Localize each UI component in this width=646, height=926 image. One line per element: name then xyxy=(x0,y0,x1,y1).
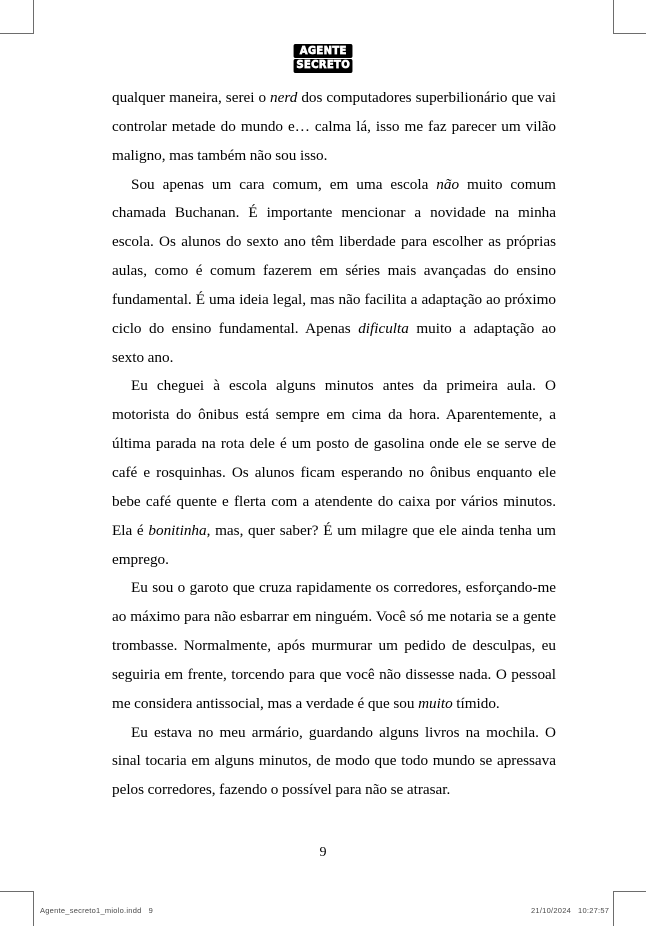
emphasis-text: dificulta xyxy=(358,319,409,337)
body-text-block xyxy=(112,84,556,805)
page-folio: 9 xyxy=(319,845,327,860)
emphasis-text: bonitinha xyxy=(148,521,207,539)
running-head xyxy=(0,44,646,73)
para-2: Sou apenas um cara comum, em uma escola não muito comum chamada Buchanan. É importante mencionar a novidade na minha escola. Os alunos do sexto ano têm liberdade para escolher as próprias aulas, como é comum fazerem em séries mais avançadas do ensino fundamental. É uma ideia legal, mas não facilita a adaptação ao próximo ciclo do ensino fundamental. Apenas dificulta muito a adaptação ao sexto ano. xyxy=(112,175,556,366)
crop-mark-bottom-right-horizontal xyxy=(613,891,646,892)
print-slug-timestamp: 21/10/2024 10:27:57 xyxy=(531,906,610,915)
print-slug-filename: Agente_secreto1_miolo.indd 9 xyxy=(40,906,153,915)
emphasis-text: não xyxy=(436,175,460,193)
emphasis-text: muito xyxy=(418,694,453,712)
logo-line-agente: AGENTE xyxy=(293,44,352,58)
crop-mark-top-left-horizontal xyxy=(0,33,34,34)
logo-line-secreto: SECRETO xyxy=(293,59,352,73)
crop-mark-bottom-left-horizontal xyxy=(0,891,34,892)
para-1: qualquer maneira, serei o nerd dos computadores superbilionário que vai controlar metade do mundo e… calma lá, isso me faz parecer um vilão maligno, mas também não sou isso. xyxy=(112,89,556,164)
crop-mark-top-right-horizontal xyxy=(613,33,646,34)
crop-mark-bottom-left-vertical xyxy=(33,892,34,926)
para-4: Eu sou o garoto que cruza rapidamente os corredores, esforçando-me ao máximo para não esbarrar em ninguém. Você só me notaria se a gente trombasse. Normalmente, após murmurar um pedido de desculpas, eu seguiria em frente, torcendo para que você não dissesse nada. O pessoal me considera antissocial, mas a verdade é que sou muito tímido. xyxy=(112,579,556,712)
emphasis-text: nerd xyxy=(270,89,298,106)
para-3: Eu cheguei à escola alguns minutos antes da primeira aula. O motorista do ônibus está sempre em cima da hora. Aparentemente, a última parada na rota dele é um posto de gasolina onde ele se serve de café e rosquinhas. Os alunos ficam esperando no ônibus enquanto ele bebe café quente e flerta com a atendente do caixa por vários minutos. Ela é bonitinha, mas, quer saber? É um milagre que ele ainda tenha um emprego. xyxy=(112,377,556,568)
crop-mark-top-left-vertical xyxy=(33,0,34,34)
para-5: Eu estava no meu armário, guardando alguns livros na mochila. O sinal tocaria em alguns minutos, de modo que todo mundo se apressava pelos corredores, fazendo o possível para não se atrasar. xyxy=(112,723,556,799)
crop-mark-bottom-right-vertical xyxy=(613,892,614,926)
crop-mark-top-right-vertical xyxy=(613,0,614,34)
agente-secreto-logo xyxy=(293,44,352,73)
